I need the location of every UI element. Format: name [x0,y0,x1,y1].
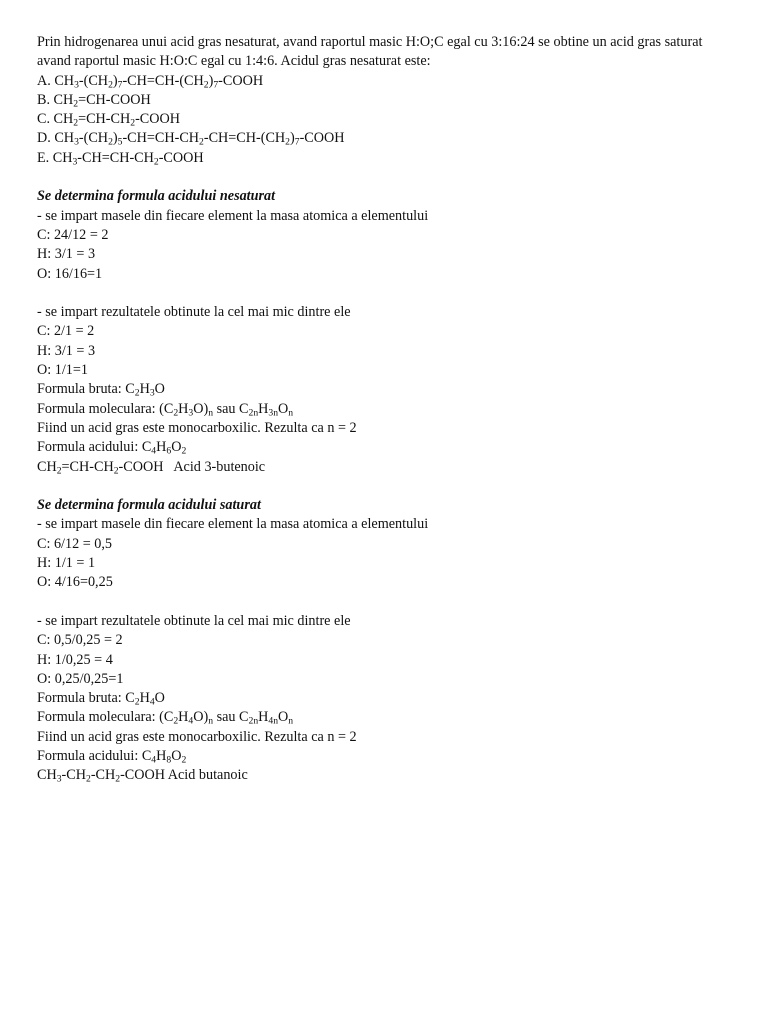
text-line: - se impart masele din fiecare element la masa atomica a elementului [37,516,429,533]
text-line: O: 16/16=1 [37,265,103,282]
subscript: n [208,715,214,727]
text-line: O: 4/16=0,25 [37,574,113,591]
subscript: 4 [151,445,157,457]
text-line: H: 3/1 = 3 [37,342,96,359]
subscript: 2 [85,773,91,785]
subscript: 6 [166,445,172,457]
section-saturated [37,496,737,785]
subscript: 2 [113,464,119,476]
text-line: Formula acidului: $C_4H_8O_2$ [37,747,187,766]
spacer [37,593,737,612]
text-line: Formula bruta: $C_2H_4O$ [37,690,165,708]
spacer [37,477,737,496]
section-heading: Se determina formula acidului nesaturat [37,188,276,205]
subscript: 2 [181,754,187,766]
option-c: C. $CH_2=CH-CH_2$-COOH [37,111,181,129]
subscript: 3 [56,773,62,785]
text-line: - se impart masele din fiecare element la masa atomica a elementului [37,207,429,224]
section-body [37,515,737,785]
subscript: 7 [294,136,300,148]
text-line: C: 0,5/0,25 = 2 [37,632,123,649]
answer-options [37,72,737,168]
subscript: 2n [248,715,259,727]
text-line: - se impart rezultatele obtinute la cel mai mic dintre ele [37,304,351,321]
subscript: 2 [134,387,140,399]
subscript: 2 [108,79,113,90]
text-line: $CH_2=CH-CH_2$-COOH Acid 3-butenoic [37,458,266,476]
subscript: 2 [199,136,204,148]
document-page [37,33,737,786]
subscript: 7 [117,79,123,90]
subscript: 5 [117,136,123,148]
section-unsaturated [37,187,737,476]
text-line: Formula moleculara: $(C_2H_4O)_n$ sau $C_{2n}H_{4n}O_n$ [37,709,294,727]
subscript: 2 [203,79,209,90]
text-line: C: 2/1 = 2 [37,323,95,340]
subscript: n [288,407,294,419]
subscript: 3n [268,407,279,419]
subscript: 3 [74,79,79,90]
subscript: 2 [173,715,179,727]
text-line: C: 6/12 = 0,5 [37,535,113,552]
subscript: 3 [149,387,155,399]
text-line: Fiind un acid gras este monocarboxilic. Rezulta ca n = 2 [37,728,357,745]
text-line: O: 0,25/0,25=1 [37,670,124,687]
subscript: 2 [108,136,113,148]
subscript: 4 [151,754,157,766]
text-line: H: 3/1 = 3 [37,246,96,263]
section-heading: Se determina formula acidului saturat [37,497,261,514]
subscript: 2 [73,117,79,129]
subscript: 4 [188,715,194,727]
subscript: 3 [188,407,194,419]
text-line: O: 1/1=1 [37,362,88,379]
text-line: Formula bruta: $C_2H_3O$ [37,381,165,399]
subscript: 2 [56,464,62,476]
option-e: E. $CH_3-CH=CH-CH_2$-COOH [37,149,204,168]
section-body [37,207,737,477]
subscript: 3 [72,156,78,168]
option-d: D. $CH_3-(CH_2)_5-CH=CH-CH_2-CH=CH-(CH_2)_7$-COOH [37,130,345,148]
text-line: Fiind un acid gras este monocarboxilic. Rezulta ca n = 2 [37,419,357,436]
subscript: 2 [130,117,136,129]
subscript: 2 [181,445,187,457]
subscript: 2 [285,136,290,148]
subscript: 3 [74,136,79,148]
text-line: H: 1/1 = 1 [37,555,96,572]
subscript: 4n [268,715,279,727]
problem-statement: Prin hidrogenarea unui acid gras nesaturat, avand raportul masic H:O;C egal cu 3:16:24 se obtine un acid gras saturat avand raportul masic H:O:C egal cu 1:4:6. Acidul gras nesaturat este: [37,34,703,70]
spacer [37,168,737,187]
subscript: 2 [115,773,121,785]
subscript: 4 [149,696,155,708]
option-a: A. $CH_3-(CH_2)_7-CH=CH-(CH_2)_7$-COOH [37,72,264,90]
subscript: 2 [173,407,179,419]
text-line: Formula acidului: $C_4H_6O_2$ [37,439,187,457]
subscript: 7 [213,79,219,90]
subscript: n [208,407,214,419]
text-line: C: 24/12 = 2 [37,226,109,243]
subscript: 2n [248,407,259,419]
spacer [37,284,737,303]
text-line: H: 1/0,25 = 4 [37,651,113,668]
subscript: 2 [73,98,79,110]
subscript: 2 [134,696,140,708]
option-b: B. $CH_2=CH$-COOH [37,91,151,110]
text-line: - se impart rezultatele obtinute la cel mai mic dintre ele [37,612,351,629]
subscript: 8 [166,754,172,766]
text-line: $CH_3-CH_2-CH_2$-COOH Acid butanoic [37,767,248,785]
subscript: n [288,715,294,727]
text-line: Formula moleculara: $(C_2H_3O)_n$ sau $C_{2n}H_{3n}O_n$ [37,400,294,419]
subscript: 2 [153,156,159,168]
